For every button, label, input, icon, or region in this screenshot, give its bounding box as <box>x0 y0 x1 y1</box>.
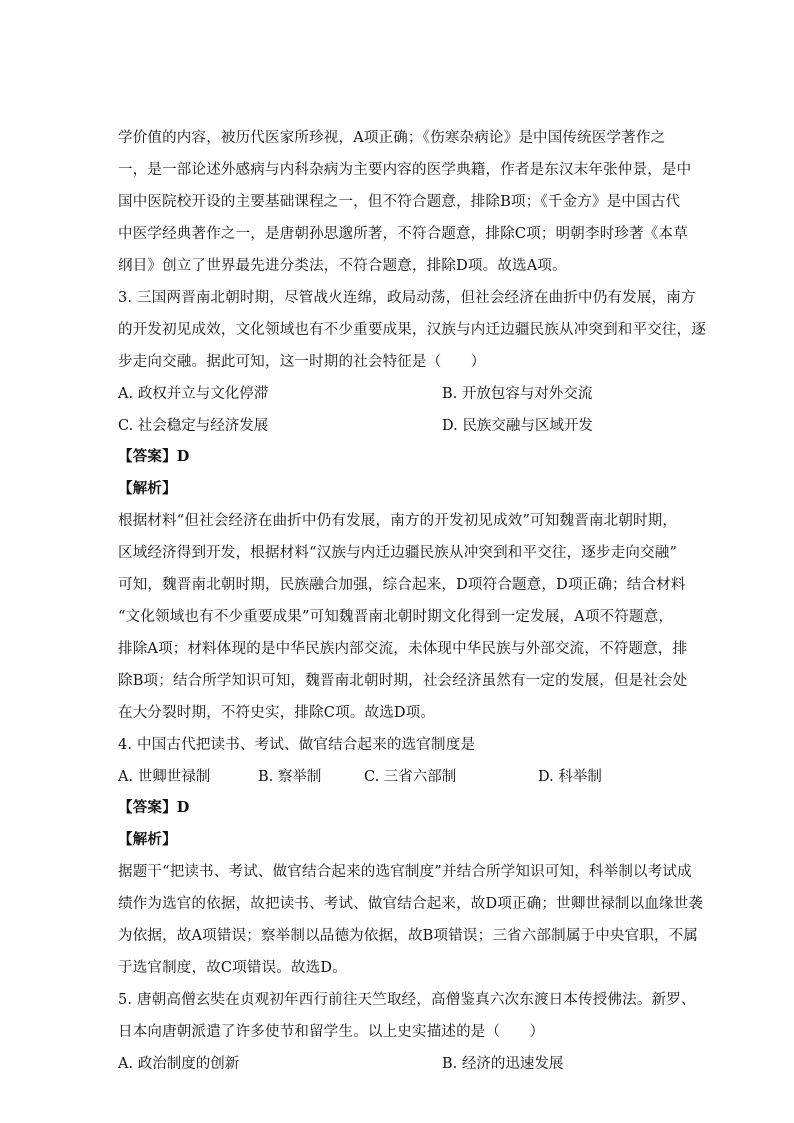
question-3-text: 的开发初见成效，文化领域也有不少重要成果，汉族与内迁边疆民族从冲突到和平交往，逐 <box>118 322 706 338</box>
q3-option-d: D. 民族交融与区域开发 <box>442 418 593 434</box>
q5-option-b: B. 经济的迅速发展 <box>442 1056 564 1072</box>
q3-analysis-line: “文化领域也有不少重要成果”可知魏晋南北朝时期文化得到一定发展，A项不符题意， <box>118 609 674 625</box>
question-5-text: 日本向唐朝派遣了许多使节和留学生。以上史实描述的是（ ） <box>118 1024 545 1040</box>
q4-analysis-line: 为依据，故A项错误；察举制以品德为依据，故B项错误；三省六部制属于中央官职，不属 <box>118 928 699 944</box>
q3-option-a: A. 政权并立与文化停滞 <box>118 386 269 402</box>
text-line: 一，是一部论述外感病与内科杂病为主要内容的医学典籍，作者是东汉末年张仲景，是中 <box>118 162 692 178</box>
q3-analysis-line: 除B项；结合所学知识可知，魏晋南北朝时期，社会经济虽然有一定的发展，但是社会处 <box>118 673 688 689</box>
q4-analysis-line: 于选官制度，故C项错误。故选D。 <box>118 960 347 976</box>
question-5-text: 5. 唐朝高僧玄奘在贞观初年西行前往天竺取经，高僧鉴真六次东渡日本传授佛法。新罗、 <box>118 992 696 1008</box>
text-line: 中医学经典著作之一，是唐朝孙思邈所著，不符合题意，排除C项；明朝李时珍著《本草 <box>118 226 688 242</box>
q4-option-d: D. 科举制 <box>538 769 602 785</box>
q3-answer: 【答案】D <box>118 448 190 465</box>
q3-analysis-line: 在大分裂时期，不符史实，排除C项。故选D项。 <box>118 705 436 721</box>
q4-analysis-line: 据题干“把读书、考试、做官结合起来的选官制度”并结合所学知识可知，科举制以考试成 <box>118 864 692 880</box>
q4-option-b: B. 察举制 <box>258 769 322 785</box>
q3-option-c: C. 社会稳定与经济发展 <box>118 418 269 434</box>
q4-answer: 【答案】D <box>118 799 190 816</box>
q4-analysis-label: 【解析】 <box>118 831 177 848</box>
q4-analysis-line: 绩作为选官的依据，故把读书、考试、做官结合起来，故D项正确；世卿世禄制以血缘世袭 <box>118 896 704 912</box>
q5-option-a: A. 政治制度的创新 <box>118 1056 240 1072</box>
q4-option-c: C. 三省六部制 <box>364 769 457 785</box>
q4-option-a: A. 世卿世禄制 <box>118 769 211 785</box>
q3-analysis-line: 区域经济得到开发，根据材料“汉族与内迁边疆民族从冲突到和平交往，逐步走向交融” <box>118 545 678 561</box>
text-line: 学价值的内容，被历代医家所珍视，A项正确；《伤寒杂病论》是中国传统医学著作之 <box>118 130 666 146</box>
text-line: 纲目》创立了世界最先进分类法，不符合题意，排除D项。故选A项。 <box>118 258 567 274</box>
q3-analysis-line: 根据材料“但社会经济在曲折中仍有发展，南方的开发初见成效”可知魏晋南北朝时期， <box>118 513 678 529</box>
text-line: 国中医院校开设的主要基础课程之一，但不符合题意，排除B项；《千金方》是中国古代 <box>118 194 681 210</box>
q3-analysis-line: 排除A项；材料体现的是中华民族内部交流，未体现中华民族与外部交流，不符题意，排 <box>118 641 688 657</box>
q3-analysis-line: 可知，魏晋南北朝时期，民族融合加强，综合起来，D项符合题意，D项正确；结合材料 <box>118 577 686 593</box>
question-3-text: 3. 三国两晋南北朝时期，尽管战火连绵，政局动荡，但社会经济在曲折中仍有发展，南方 <box>118 290 696 306</box>
question-4-text: 4. 中国古代把读书、考试、做官结合起来的选官制度是 <box>118 737 476 753</box>
q3-option-b: B. 开放包容与对外交流 <box>442 386 593 402</box>
q3-analysis-label: 【解析】 <box>118 480 177 497</box>
question-3-text: 步走向交融。据此可知，这一时期的社会特征是（ ） <box>118 354 486 370</box>
